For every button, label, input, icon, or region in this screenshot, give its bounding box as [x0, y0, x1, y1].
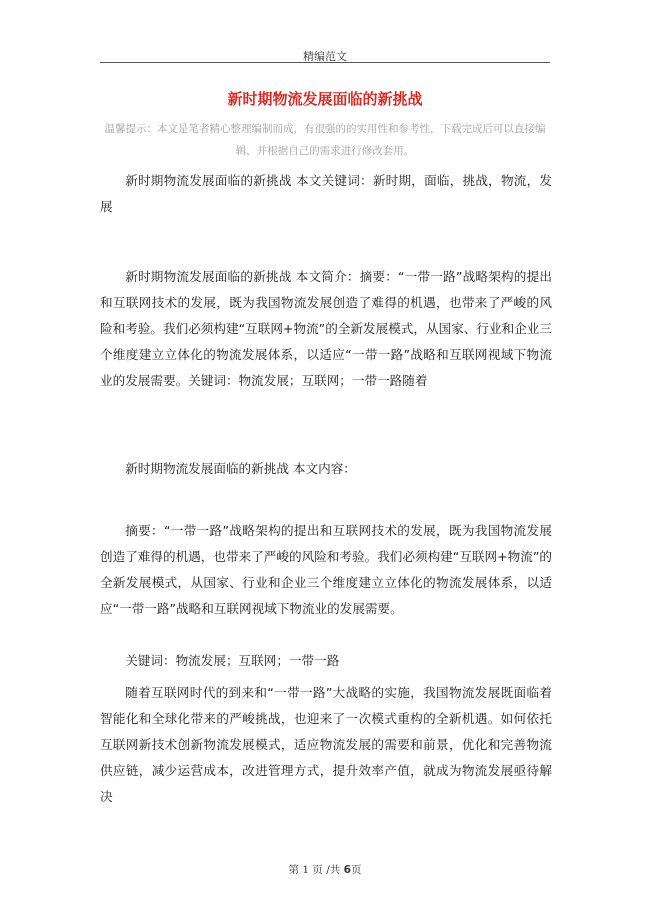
notice-text: 温馨提示：本文是笔者精心整理编制而成，有很强的的实用性和参考性，下载完成后可以直接编辑，并根据自己的需求进行修改套用。: [104, 123, 546, 157]
keywords-line: 关键词：物流发展；互联网；一带一路: [125, 653, 340, 668]
abstract-paragraph: 摘要：“一带一路”战略架构的提出和互联网技术的发展，既为我国物流发展创造了难得的机遇，也带来了严峻的风险和考验。我们必须构建“互联网+物流”的全新发展模式，从国家、行业和企业三个维度建立立体化的物流发展体系，以适应“一带一路”战略和互联网视域下物流业的发展需要。: [100, 523, 552, 616]
intro-paragraph: 新时期物流发展面临的新挑战 本文简介：摘要：“一带一路”战略架构的提出和互联网技术的发展，既为我国物流发展创造了难得的机遇，也带来了严峻的风险和考验。我们必须构建“互联网+物流”的全新发展模式，从国家、行业和企业三个维度建立立体化的物流发展体系，以适应“一带一路”战略和互联网视域下物流业的发展需要。关键词：物流发展；互联网；一带一路随着: [100, 269, 552, 388]
main-paragraph: 随着互联网时代的到来和“一带一路”大战略的实施，我国物流发展既面临着智能化和全球化带来的严峻挑战，也迎来了一次模式重构的全新机遇。如何依托互联网新技术创新物流发展模式，适应物流发展的需要和前景，优化和完善物流供应链，减少运营成本，改进管理方式，提升效率产值，就成为物流发展亟待解决: [100, 685, 552, 804]
document-title: 新时期物流发展面临的新挑战: [227, 90, 423, 108]
footer-page-prefix: 第 1 页 /共: [288, 864, 344, 876]
content-heading: 新时期物流发展面临的新挑战 本文内容：: [125, 461, 356, 476]
page-header-label: 精编范文: [303, 50, 347, 63]
keywords-paragraph: 新时期物流发展面临的新挑战 本文关键词：新时期，面临，挑战，物流，发展: [100, 173, 552, 214]
page-footer: [0, 862, 650, 877]
header-divider: [100, 62, 550, 63]
footer-total-pages: 6: [343, 864, 351, 876]
footer-page-suffix: 页: [350, 864, 362, 876]
